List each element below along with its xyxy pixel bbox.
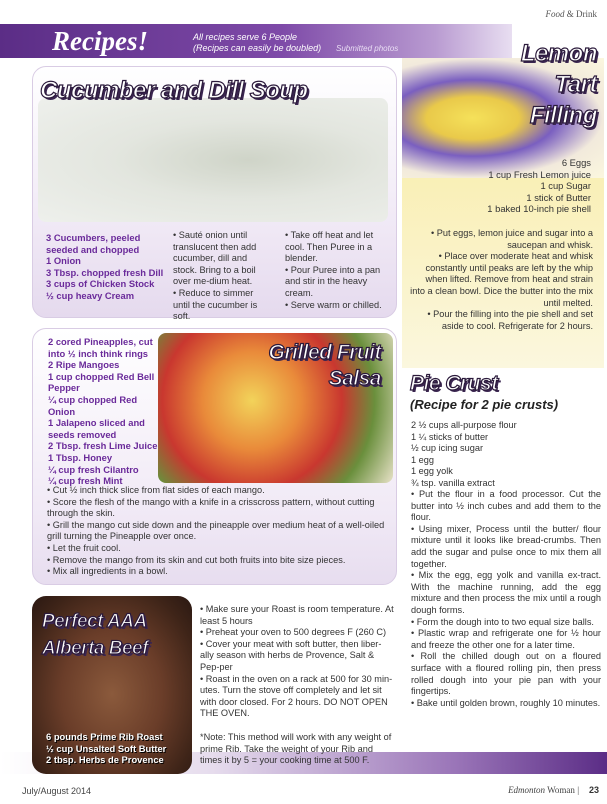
step: • Pour the filling into the pie shell and set aside to cool. Refrigerate for 2 hours. bbox=[427, 309, 593, 331]
ingredient: 1 egg yolk bbox=[411, 466, 453, 477]
step: • Grill the mango cut side down and the pineapple over medium heat of a well-oiled grill turning the Pineapple over once. bbox=[47, 519, 385, 542]
ingredient: ¼ cup fresh Cilantro bbox=[48, 463, 139, 475]
step: • Score the flesh of the mango with a knife in a crisscross pattern, without cutting through the skin. bbox=[47, 496, 375, 519]
ingredient: 2 Tbsp. fresh Lime Juice bbox=[48, 440, 158, 452]
page-number: 23 bbox=[588, 785, 599, 795]
step: • Using mixer, Process until the butter/ flour mixture until it looks like bread-crumbs. Then add the sugar and pulse once to mix them all together. bbox=[411, 523, 601, 569]
step: • Take off heat and let cool. Then Puree in a blender. bbox=[285, 230, 374, 264]
ingredient: 1 cup Sugar bbox=[540, 180, 591, 192]
ingredient: ½ cup Unsalted Soft Butter bbox=[46, 742, 167, 754]
ingredient: 6 Eggs bbox=[561, 157, 591, 168]
lemon-ingredients bbox=[411, 157, 591, 215]
ingredient: 1 Tbsp. Honey bbox=[48, 451, 113, 463]
pie-subtitle: (Recipe for 2 pie crusts) bbox=[410, 397, 559, 412]
section-label-food: Food bbox=[545, 9, 565, 19]
ingredient: 1 ¼ sticks of butter bbox=[411, 431, 489, 442]
banner-title: Recipes! bbox=[52, 26, 148, 56]
footer-date: July/August 2014 bbox=[22, 786, 92, 796]
ingredient: 2 ½ cups all-purpose flour bbox=[411, 420, 517, 430]
step: • Place over moderate heat and whisk constantly until peaks are left by the whip when lifted. Remove from heat and strain into a clean bowl. Dice the butter into the mix until melted. bbox=[410, 251, 593, 308]
ingredient: 2 cored Pineapples, cut into ½ inch think rings bbox=[48, 336, 153, 359]
step: • Serve warm or chilled. bbox=[285, 299, 382, 310]
photos-credit: Submitted photos bbox=[336, 44, 399, 53]
ingredient: 1 Onion bbox=[46, 255, 81, 267]
ingredient: 1 baked 10-inch pie shell bbox=[487, 203, 591, 215]
step: • Let the fruit cool. bbox=[47, 542, 121, 553]
pie-title: Pie Crust bbox=[410, 372, 498, 395]
step: • Plastic wrap and refrigerate one for ½ hour and freeze the other one for a later time. bbox=[411, 628, 601, 650]
step: • Pour Puree into a pan and stir in the heavy cream. bbox=[285, 264, 381, 298]
ingredient: 1 cup chopped Red Bell Pepper bbox=[48, 370, 155, 394]
step: • Mix all ingredients in a bowl. bbox=[47, 566, 168, 577]
section-label-drink: & Drink bbox=[566, 9, 597, 19]
ingredient: ½ cup icing sugar bbox=[411, 443, 484, 454]
ingredient: 2 Ripe Mangoes bbox=[48, 359, 120, 371]
beef-steps bbox=[200, 604, 395, 720]
step: • Put eggs, lemon juice and sugar into a saucepan and whisk. bbox=[430, 228, 593, 250]
step: • Bake until golden brown, roughly 10 minutes. bbox=[411, 697, 601, 708]
ingredient: 2 tbsp. Herbs de Provence bbox=[46, 754, 164, 766]
ingredient: 1 stick of Butter bbox=[526, 191, 591, 203]
salsa-steps bbox=[47, 485, 387, 578]
ingredient: 6 pounds Prime Rib Roast bbox=[46, 731, 163, 742]
step: • Make sure your Roast is room temperature. At least 5 hours bbox=[200, 604, 394, 626]
section-label bbox=[546, 9, 598, 19]
soup-title: Cucumber and Dill Soup bbox=[40, 77, 308, 104]
step: • Mix the egg, egg yolk and vanilla ex-tract. With the machine running, add the egg mixture and then process the mix until a rough dough forms. bbox=[411, 570, 601, 615]
soup-steps-col2 bbox=[285, 230, 385, 311]
step: • Remove the mango from its skin and cut both fruits into bite size pieces. bbox=[47, 554, 346, 565]
step: • Put the flour in a food processor. Cut the butter into ½ inch cubes and add them to the flour. bbox=[411, 489, 601, 523]
salsa-title-line2: Salsa bbox=[328, 367, 381, 390]
banner-note: All recipes serve 6 People (Recipes can easily be doubled) bbox=[193, 32, 322, 53]
ingredient: ½ cup heavy Cream bbox=[46, 289, 135, 301]
step: • Reduce to simmer until the cucumber is soft. bbox=[173, 287, 258, 322]
salsa-title-line1: Grilled Fruit bbox=[268, 341, 381, 364]
pie-ingredients bbox=[411, 420, 601, 490]
beef-ingredients bbox=[46, 731, 196, 766]
beef-title bbox=[42, 608, 192, 662]
ingredient: 1 Jalapeno sliced and seeds removed bbox=[48, 417, 145, 440]
ingredient: 1 egg bbox=[411, 454, 434, 465]
ingredient: 3 cups of Chicken Stock bbox=[46, 278, 155, 290]
magazine-name-b: Woman bbox=[547, 785, 575, 795]
step: • Roast in the oven on a rack at 500 for 30 min-utes. Turn the stove off completely and let sit with door closed. For 2 hours. DO NOT OPEN THE OVEN. bbox=[200, 673, 393, 719]
step: • Cover your meat with soft butter, then liber-ally season with herbs de Provence, Salt & Pep-per bbox=[200, 638, 382, 672]
ingredient: 3 Cucumbers, peeled seeded and chopped bbox=[46, 232, 141, 255]
lemon-title-line1: Lemon bbox=[520, 40, 597, 67]
ingredient: ¼ cup fresh Mint bbox=[48, 475, 123, 487]
ingredient: 1 cup Fresh Lemon juice bbox=[488, 168, 591, 180]
footer-separator: | bbox=[577, 785, 579, 795]
step: • Cut ½ inch thick slice from flat sides of each mango. bbox=[47, 485, 265, 495]
soup-photo bbox=[38, 98, 388, 222]
salsa-title bbox=[211, 340, 381, 392]
ingredient: 3 Tbsp. chopped fresh Dill bbox=[46, 266, 164, 278]
lemon-steps bbox=[409, 228, 593, 332]
magazine-name-a: Edmonton bbox=[508, 785, 546, 795]
beef-title-line1: Perfect AAA bbox=[42, 611, 147, 632]
lemon-title bbox=[437, 38, 597, 131]
salsa-ingredients bbox=[48, 336, 163, 487]
footer-magazine bbox=[508, 785, 579, 795]
ingredient: ¼ cup chopped Red Onion bbox=[48, 393, 138, 417]
step: • Roll the chilled dough out on a floured surface with a floured rolling pin, then press rolled dough into your pie pan with your fingertips. bbox=[411, 651, 601, 697]
step: • Sauté onion until translucent then add cucumber, dill and stock. Bring to a boil over me-dium heat. bbox=[173, 230, 257, 287]
step: • Form the dough into to two equal size balls. bbox=[411, 616, 594, 627]
beef-title-line2: Alberta Beef bbox=[42, 638, 148, 659]
soup-ingredients bbox=[46, 232, 166, 302]
lemon-title-line2: Tart bbox=[554, 71, 597, 98]
lemon-title-line3: Filling bbox=[529, 102, 597, 129]
pie-steps bbox=[411, 489, 601, 709]
ingredient: ¾ tsp. vanilla extract bbox=[411, 477, 495, 488]
soup-steps-col1 bbox=[173, 230, 267, 323]
beef-note: *Note: This method will work with any weight of prime Rib. Take the weight of your Rib and times it by 5 = your cooking time at 500 F. bbox=[200, 732, 392, 766]
step: • Preheat your oven to 500 degrees F (260 C) bbox=[200, 627, 387, 638]
